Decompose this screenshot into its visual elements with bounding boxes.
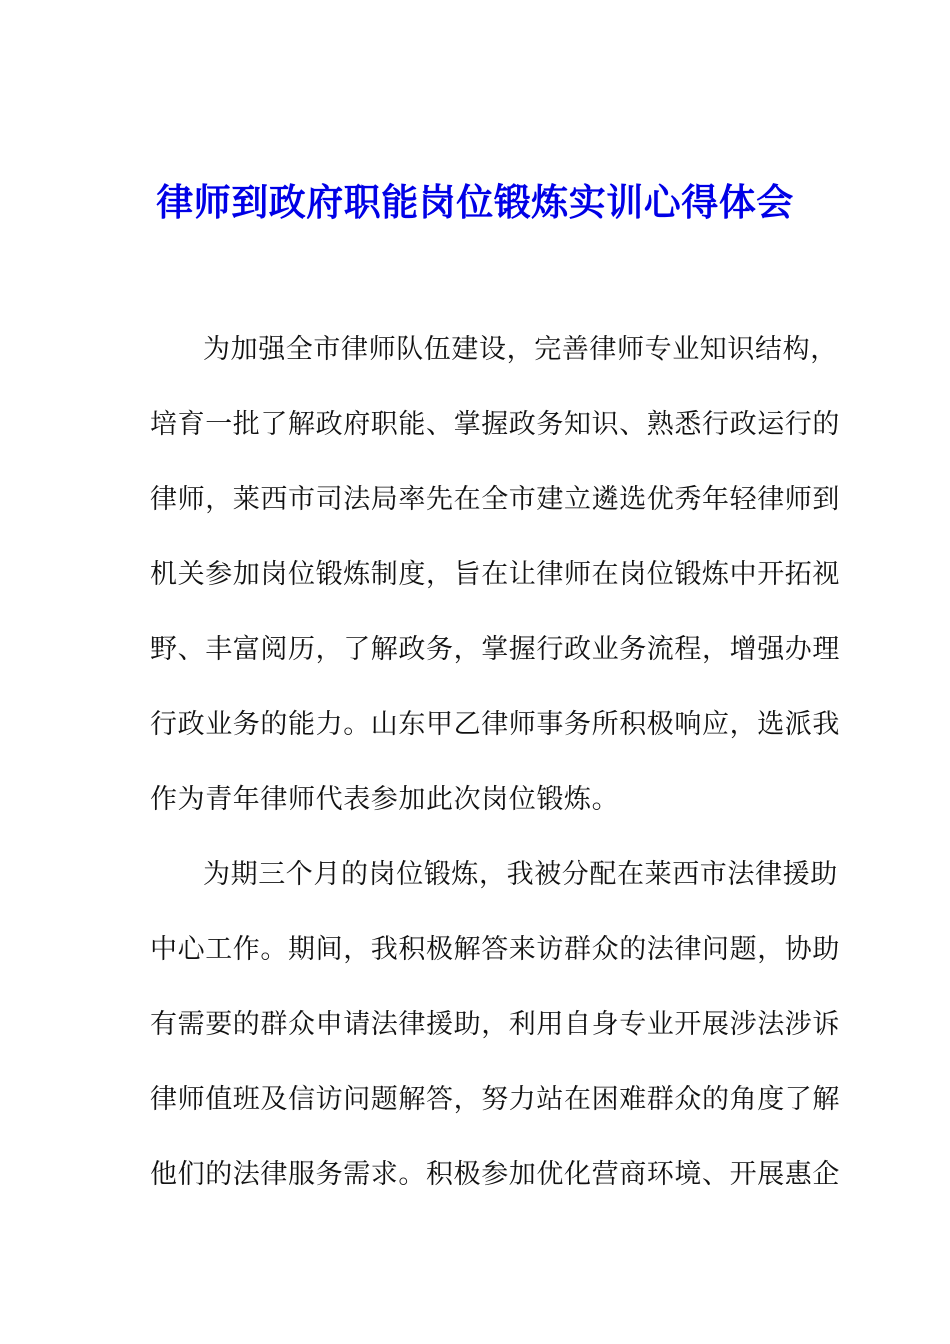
document-title: 律师到政府职能岗位锻炼实训心得体会	[156, 180, 794, 224]
paragraph-line: 作为青年律师代表参加此次岗位锻炼。	[150, 784, 620, 815]
paragraph-line: 有需要的群众申请法律援助，利用自身专业开展涉法涉诉	[150, 1009, 840, 1040]
paragraph-line: 律师，莱西市司法局率先在全市建立遴选优秀年轻律师到	[150, 484, 840, 515]
paragraph-line: 机关参加岗位锻炼制度，旨在让律师在岗位锻炼中开拓视	[150, 559, 840, 590]
paragraph-line: 他们的法律服务需求。积极参加优化营商环境、开展惠企	[150, 1159, 840, 1190]
paragraph-line: 培育一批了解政府职能、掌握政务知识、熟悉行政运行的	[150, 409, 840, 440]
paragraph-line: 中心工作。期间，我积极解答来访群众的法律问题，协助	[150, 934, 840, 965]
paragraph-line: 为加强全市律师队伍建设，完善律师专业知识结构，	[203, 334, 838, 365]
paragraph-line: 野、丰富阅历，了解政务，掌握行政业务流程，增强办理	[150, 634, 840, 665]
paragraph-line: 为期三个月的岗位锻炼，我被分配在莱西市法律援助	[203, 859, 838, 890]
paragraph-line: 律师值班及信访问题解答，努力站在困难群众的角度了解	[150, 1084, 840, 1115]
paragraph-line: 行政业务的能力。山东甲乙律师事务所积极响应，选派我	[150, 709, 840, 740]
